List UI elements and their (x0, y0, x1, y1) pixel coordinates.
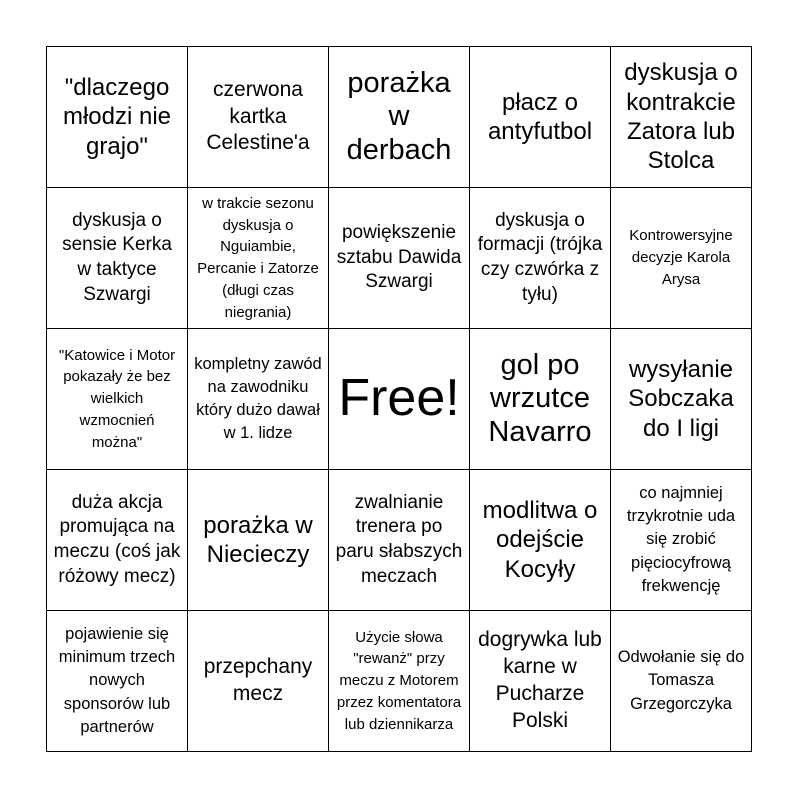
bingo-cell-r3-c5[interactable] (611, 329, 752, 470)
bingo-cell-text: gol po wrzutce Navarro (488, 348, 592, 448)
bingo-cell-text: co najmniej trzykrotnie uda się zrobić pięciocyfrową frekwencję (626, 484, 736, 595)
bingo-cell-text: "Katowice i Motor pokazały że bez wielkich wzmocnień można" (58, 346, 176, 451)
bingo-cell-text: Kontrowersyjne decyzje Karola Arysa (629, 227, 733, 288)
bingo-cell-text: Użycie słowa "rewanż" przy meczu z Motorem przez komentatora lub dziennikarza (336, 628, 462, 733)
bingo-cell-text: czerwona kartka Celestine'a (206, 77, 310, 155)
bingo-cell-r5-c2[interactable] (188, 611, 329, 752)
bingo-cell-r1-c3[interactable] (329, 47, 470, 188)
bingo-cell-r1-c4[interactable] (470, 47, 611, 188)
bingo-cell-text: modlitwa o odejście Kocyły (482, 497, 598, 583)
bingo-cell-text: duża akcja promująca na meczu (coś jak różowy mecz) (53, 491, 181, 587)
bingo-cell-text: zwalnianie trenera po paru słabszych meczach (335, 491, 463, 587)
bingo-cell-r5-c3[interactable] (329, 611, 470, 752)
bingo-cell-r3-c1[interactable] (47, 329, 188, 470)
bingo-cell-r2-c2[interactable] (188, 188, 329, 329)
bingo-cell-r2-c5[interactable] (611, 188, 752, 329)
bingo-cell-r3-c2[interactable] (188, 329, 329, 470)
bingo-cell-text: kompletny zawód na zawodniku który dużo dawał w 1. lidze (194, 354, 322, 443)
bingo-cell-r4-c5[interactable] (611, 470, 752, 611)
bingo-cell-text: porażka w Niecieczy (203, 511, 313, 568)
bingo-cell-free[interactable] (329, 329, 470, 470)
bingo-cell-text: porażka w derbach (346, 66, 452, 166)
bingo-cell-r5-c4[interactable] (470, 611, 611, 752)
bingo-cell-text: powiększenie sztabu Dawida Szwargi (336, 221, 462, 293)
bingo-cell-r2-c3[interactable] (329, 188, 470, 329)
bingo-cell-r3-c4[interactable] (470, 329, 611, 470)
bingo-cell-text: pojawienie się minimum trzech nowych sponsorów lub partnerów (58, 625, 176, 736)
bingo-cell-r2-c1[interactable] (47, 188, 188, 329)
bingo-cell-text: wysyłanie Sobczaka do I ligi (628, 356, 734, 442)
bingo-cell-r5-c5[interactable] (611, 611, 752, 752)
bingo-cell-text: przepchany mecz (203, 655, 313, 705)
bingo-cell-r4-c1[interactable] (47, 470, 188, 611)
bingo-cell-r1-c2[interactable] (188, 47, 329, 188)
bingo-cell-r4-c3[interactable] (329, 470, 470, 611)
bingo-cell-text: dyskusja o sensie Kerka w taktyce Szwargi (62, 209, 172, 305)
bingo-cell-text: Odwołanie się do Tomasza Grzegorczyka (617, 648, 745, 713)
bingo-cell-text: dyskusja o formacji (trójka czy czwórka z tyłu) (477, 209, 603, 305)
bingo-cell-r4-c4[interactable] (470, 470, 611, 611)
bingo-cell-text: "dlaczego młodzi nie grajo" (62, 74, 172, 160)
bingo-cell-text: płacz o antyfutbol (487, 88, 593, 145)
bingo-board (46, 46, 752, 752)
bingo-cell-r2-c4[interactable] (470, 188, 611, 329)
bingo-cell-text: Free! (338, 369, 460, 428)
bingo-cell-r1-c5[interactable] (611, 47, 752, 188)
bingo-cell-text: dyskusja o kontrakcie Zatora lub Stolca (624, 59, 738, 175)
bingo-cell-r4-c2[interactable] (188, 470, 329, 611)
bingo-cell-text: w trakcie sezonu dyskusja o Nguiambie, Percanie i Zatorze (długi czas niegrania) (197, 194, 319, 321)
bingo-cell-r5-c1[interactable] (47, 611, 188, 752)
bingo-cell-text: dogrywka lub karne w Pucharze Polski (478, 628, 602, 732)
bingo-cell-r1-c1[interactable] (47, 47, 188, 188)
